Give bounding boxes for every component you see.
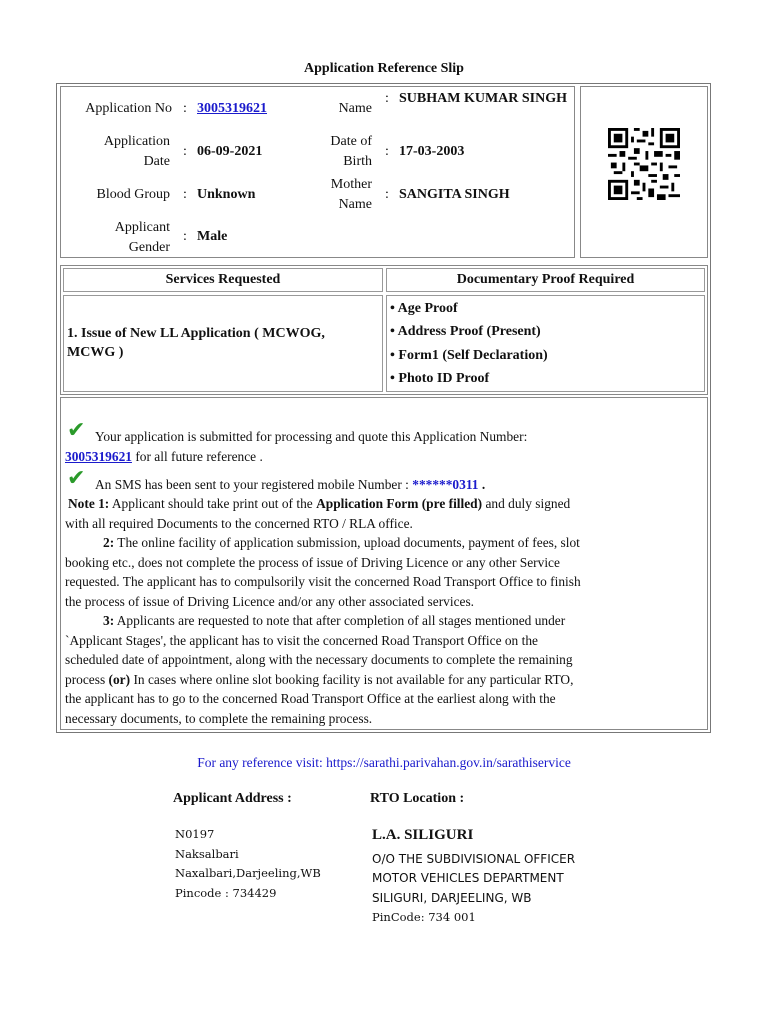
sms-message <box>65 475 705 495</box>
sms-number: ******0311 <box>412 477 479 492</box>
colon: : <box>183 187 187 202</box>
colon: : <box>183 101 187 116</box>
sms-dot: . <box>481 477 486 492</box>
check-icon: ✔ <box>67 466 86 491</box>
services-requested-header: Services Requested <box>63 268 383 292</box>
blood-group: Unknown <box>197 187 256 202</box>
note3-label: 3: <box>103 613 115 628</box>
page-title: Application Reference Slip <box>304 61 464 76</box>
note2-line-1: The online facility of application submission, upload documents, payment of fees, slot <box>117 535 580 550</box>
gender-label-2: Gender <box>128 240 170 255</box>
note2-line-4: the process of issue of Driving Licence and/or any other associated services. <box>65 593 475 609</box>
colon: : <box>183 229 187 244</box>
note1-text-b: and duly signed <box>485 496 571 511</box>
qr-code-icon <box>606 128 682 200</box>
address-line-3: Naxalbari,Darjeeling,WB <box>175 866 321 880</box>
note3-line-5: the applicant has to go to the concerned Road Transport Office at the earliest along with the <box>65 691 556 706</box>
note3-line-3: scheduled date of appointment, along with the necessary documents to complete the remaining <box>65 652 573 667</box>
address-line-1: N0197 <box>175 827 215 841</box>
check-icon: ✔ <box>67 418 86 443</box>
colon: : <box>385 187 389 202</box>
rto-line-3: SILIGURI, DARJEELING, WB <box>372 891 532 905</box>
application-date-label-1: Application <box>103 134 170 149</box>
note2-line-2: booking etc., does not complete the process of issue of Driving Licence or any other Service <box>65 554 560 570</box>
documentary-proof-header: Documentary Proof Required <box>386 268 705 292</box>
application-no-label: Application No <box>85 101 172 116</box>
note3-line-2: `Applicant Stages', the applicant has to visit the concerned Road Transport Office on the <box>65 632 538 648</box>
date-of-birth: 17-03-2003 <box>399 144 465 159</box>
note1-text-a: Applicant should take print out of the <box>111 496 313 511</box>
note-2 <box>65 533 705 611</box>
note1-bold: Application Form (pre filled) <box>316 496 483 511</box>
doc-address-proof: • Address Proof (Present) <box>390 324 541 339</box>
mother-name: SANGITA SINGH <box>399 187 510 202</box>
note1-text-c: with all required Documents to the concerned RTO / RLA office. <box>65 515 413 531</box>
submitted-suffix: for all future reference . <box>135 448 263 464</box>
mother-name-label-2: Name <box>338 197 372 212</box>
service-line-2: MCWG ) <box>67 345 124 360</box>
mother-name-label-1: Mother <box>330 177 372 192</box>
application-date: 06-09-2021 <box>197 144 263 159</box>
submitted-text: Your application is submitted for processing and quote this Application Number: <box>95 429 528 444</box>
rto-name: L.A. SILIGURI <box>372 827 474 843</box>
dob-label-2: Birth <box>343 154 372 169</box>
doc-form1: • Form1 (Self Declaration) <box>390 348 548 363</box>
application-no-link[interactable]: 3005319621 <box>197 101 267 116</box>
note3-line-1: Applicants are requested to note that after completion of all stages mentioned under <box>116 613 566 628</box>
note3-line-4b: In cases where online slot booking facility is not available for any particular RTO, <box>133 671 574 687</box>
submitted-message <box>65 427 705 466</box>
reference-link[interactable]: For any reference visit: https://sarathi.parivahan.gov.in/sarathiservice <box>197 755 571 770</box>
note3-or: (or) <box>108 671 131 687</box>
colon: : <box>385 91 389 106</box>
application-date-label-2: Date <box>143 154 170 169</box>
name-label: Name <box>338 101 372 116</box>
blood-group-label: Blood Group <box>96 187 170 202</box>
doc-age-proof: • Age Proof <box>390 301 458 316</box>
service-line-1: 1. Issue of New LL Application ( MCWOG, <box>67 326 325 341</box>
colon: : <box>385 144 389 159</box>
applicant-address-heading: Applicant Address : <box>173 791 292 806</box>
address-line-2: Naksalbari <box>175 847 239 861</box>
note3-line-4a: process <box>65 671 106 687</box>
address-pincode: Pincode : 734429 <box>175 886 277 900</box>
sms-text: An SMS has been sent to your registered mobile Number : <box>95 477 409 492</box>
note2-label: 2: <box>103 535 115 550</box>
note2-line-3: requested. The applicant has to compulsorily visit the concerned Road Transport Office to finish <box>65 574 581 589</box>
doc-photo-id: • Photo ID Proof <box>390 371 490 386</box>
rto-pincode: PinCode: 734 001 <box>372 910 476 924</box>
colon: : <box>183 144 187 159</box>
rto-location-heading: RTO Location : <box>370 791 465 806</box>
gender-label-1: Applicant <box>114 220 170 235</box>
submitted-application-number[interactable]: 3005319621 <box>65 448 132 464</box>
note-1 <box>65 494 705 533</box>
rto-line-2: MOTOR VEHICLES DEPARTMENT <box>372 871 564 885</box>
note-3 <box>65 611 705 728</box>
rto-line-1: O/O THE SUBDIVISIONAL OFFICER <box>372 852 576 866</box>
gender: Male <box>197 229 228 244</box>
note1-label: Note 1: <box>68 496 110 511</box>
applicant-name: SUBHAM KUMAR SINGH <box>399 91 568 106</box>
dob-label-1: Date of <box>330 134 372 149</box>
note3-line-6: necessary documents, to complete the remaining process. <box>65 710 373 726</box>
